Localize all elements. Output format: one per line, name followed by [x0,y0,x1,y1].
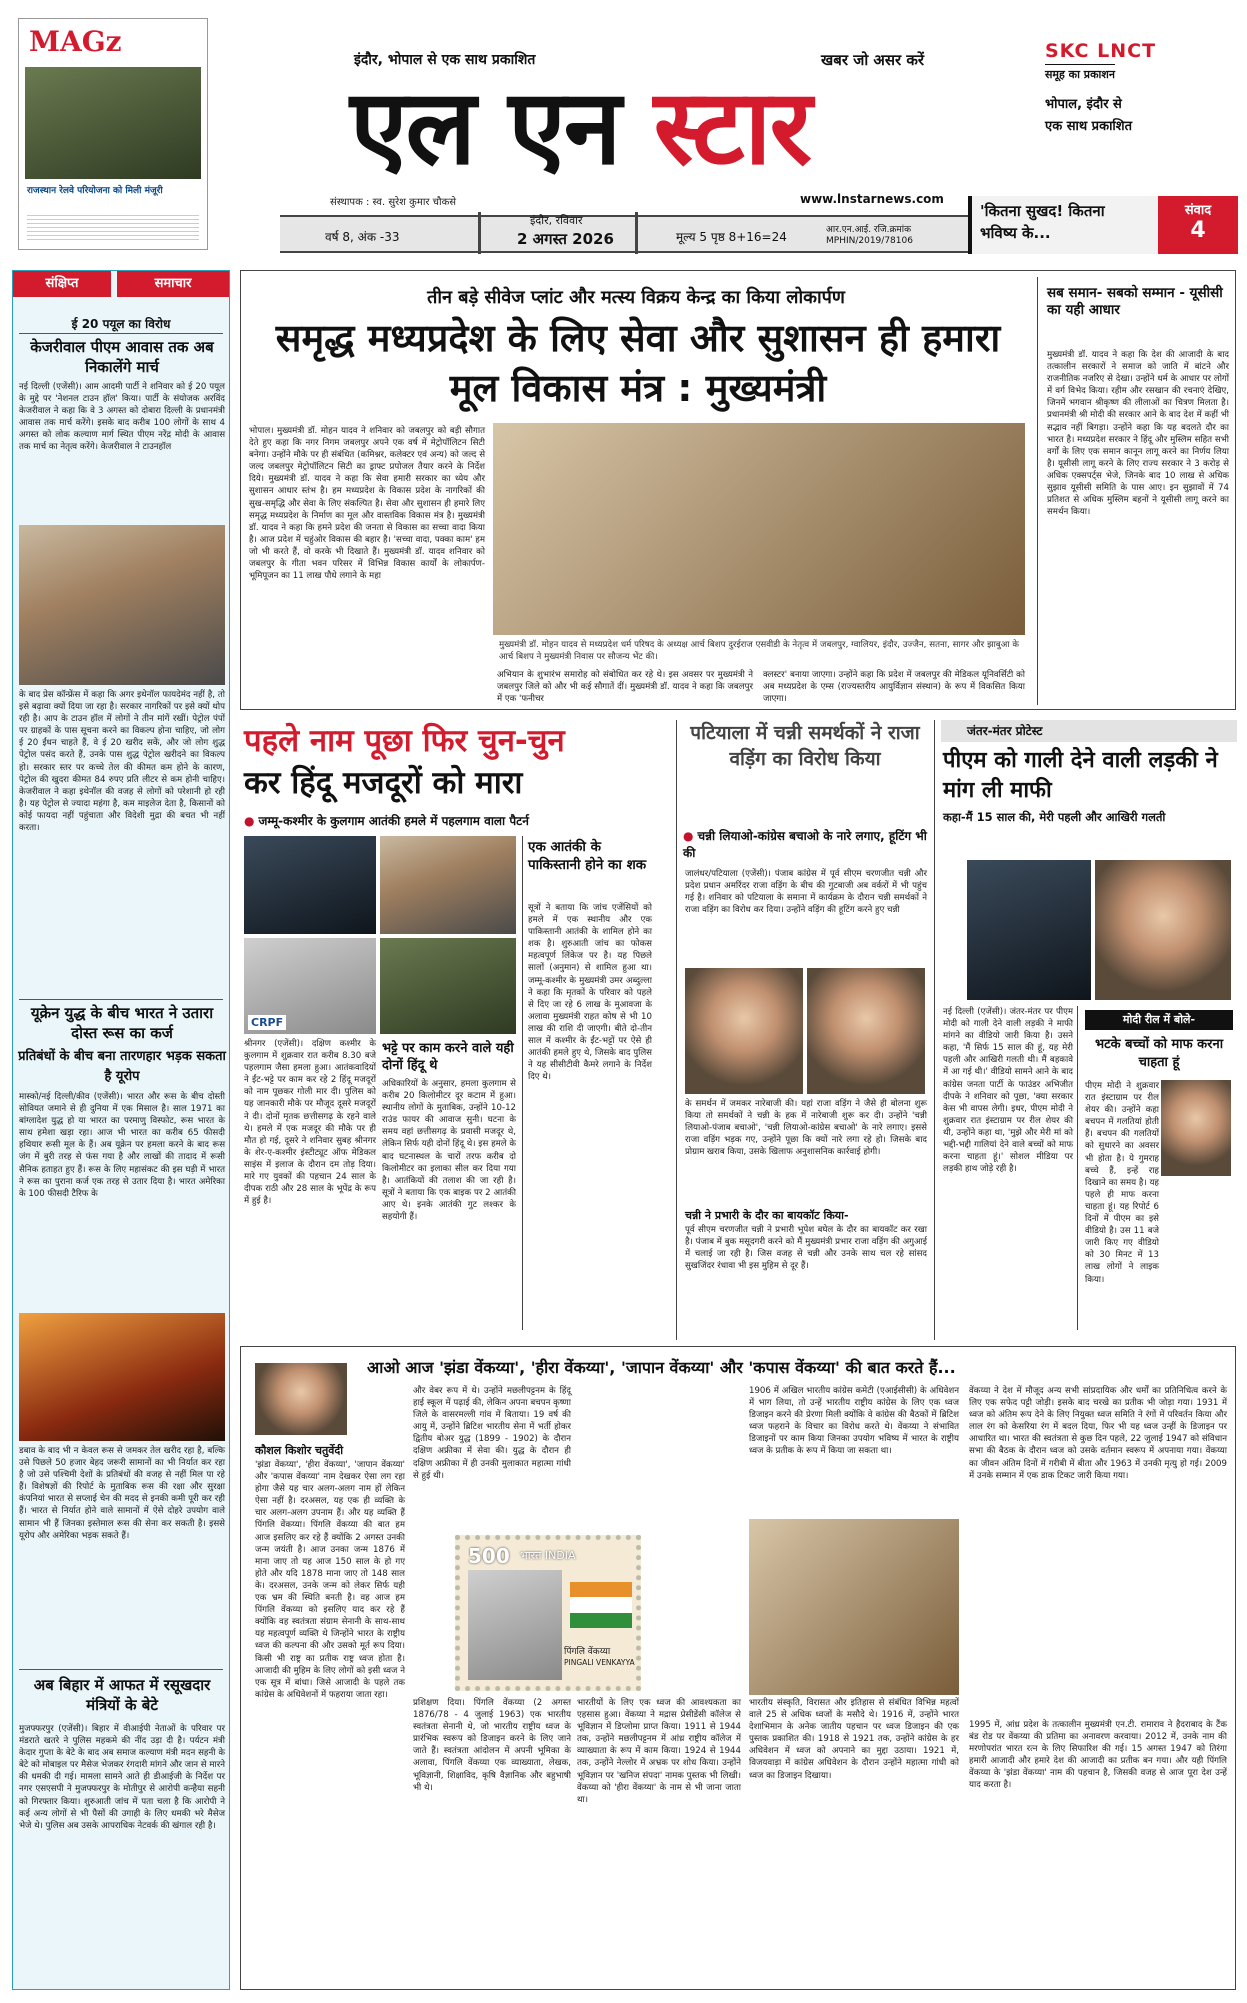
promo-label-box [1158,196,1238,254]
sidebar-story1-body2: के बाद प्रेस कॉन्फ्रेंस में कहा कि अगर इथेनॉल फायदेमंद नहीं है, तो इसे बढ़ावा क्यों दिया जा रहा है। सरकार नागरिकों पर इसे क्यों थोप रही है। आप के टाउन हॉल में लोगों ने तीन मांगें रखीं। पेट्रोल पंपों पर ग्राहकों के पास सूचना करने का विकल्प होना चाहिए, जो लोग ई 20 ईंधन चाहते हैं, वे ई 20 खरीद सकें, और जो लोग शुद्ध पेट्रोल पसंद करते हैं, उनके पास शुद्ध पेट्रोल खरीदने का विकल्प हो। सरकार स्तर पर कच्चे तेल की कीमत कम होने के कारण, पेट्रोल की खुदरा कीमत 84 रुपए प्रति लीटर से कम होनी चाहिए। केजरीवाल ने कहा इथेनॉल की वजह से लोगों को परेशानी हो रही है। यह पेट्रोल से ज्यादा महंगा है, कम माइलेज देता है, किसानों को कोई फायदा नहीं पहुंचाता और विदेशी मुद्रा की बचत भी नहीं करता। [19,690,225,834]
sidebar-story2-sub: प्रतिबंधों के बीच बना तारणहार भड़क सकता है यूरोप [18,1049,226,1084]
row2-story1 [240,720,670,1340]
sidebar-tab-1[interactable]: संक्षिप्त [13,271,111,297]
mag-cover-photo [25,67,201,179]
row2-story2-box-headline[interactable]: चन्नी ने प्रभारी के दौर का बायकॉट किया- [685,1209,849,1222]
lead-headline[interactable]: समृद्ध मध्यप्रदेश के लिए सेवा और सुशासन ही हमारा मूल विकास मंत्र : मुख्यमंत्री [275,316,1001,410]
row2-story1-box-body: सूत्रों ने बताया कि जांच एजेंसियों को हमले में एक स्थानीय और एक पाकिस्तानी आतंकी के शामिल होने का शक है। शुरुआती जांच का फोकस महत्वपूर्ण लिंकेज पर है। यह पिछले सालों (अनुमान) से शामिल हुआ था। जम्मू-कश्मीर के मुख्यमंत्री उमर अब्दुल्ला ने कहा कि मृतकों के परिवार को पहले से दिए जा रहे 6 लाख के मुआवजा के अलावा मुख्यमंत्री राहत कोष से भी 10 लाख की राशि दी जाएगी। बीते दो-तीन साल में कश्मीर के ईंट-भट्टों पर ऐसे ही आतंकी हमले हुए थे, जिसके बाद पुलिस ने यह सीसीटीवी कैमरे लगाने के निर्देश दिए थे। [528,903,652,1083]
brand-sub: समूह का प्रकाशन [1045,64,1115,82]
row2-story1-col-body: अधिकारियों के अनुसार, हमला कुलगाम से करीब 20 किलोमीटर दूर कटाम में हुआ। स्थानीय लोगों के मुताबिक, उन्होंने 10-12 राउंड फायर की आवाज सुनी। घटना के समय वहां छत्तीसगढ़ के प्रवासी मजदूर थे, लेकिन सिर्फ यही दोनों हिंदू थे। इस हमले के बाद घटनास्थल के चारों तरफ करीब दो किलोमीटर का इलाका सील कर दिया गया है। आतंकियों की तलाश की जा रही है। सूत्रों ने बताया कि एक बाइक पर 2 आतंकी आए थे। इनके आतंकी गुट लश्कर के सहयोगी हैं। [382,1079,516,1223]
row2-story1-photo-4 [380,938,516,1034]
mag-label: MAGz [29,25,122,58]
row2-story3-box-body: पीएम मोदी ने शुक्रवार रात इंस्टाग्राम पर रील शेयर की। उन्होंने कहा बचपन में गलतियां होती हैं। बचपन की गलतियों को सुधारने का अवसर भी होता है। ये गुमराह बच्चे हैं, इन्हें राह दिखाने का समय है। यह पहले ही माफ करना चाहता हूं। यह रिपोर्ट 6 दिनों में पीएम का इसे वीडियो है। उस 11 बजे जारी किए गए वीडियो को 30 मिनट में 13 लाख लोगों ने लाइक किया। [1085,1081,1159,1285]
newspaper-title [350,62,950,198]
title-black: एल एन [350,66,654,188]
sidebar-story1-photo [19,525,225,685]
row2-story1-photo-1 [244,836,376,934]
row2-story2-photo-1 [685,968,803,1094]
row2-story2-body2: के समर्थन में जमकर नारेबाजी की। यहां राजा वड़िंग ने जैसे ही बोलना शुरू किया तो समर्थकों ने चन्नी के हक में नारेबाजी शुरू कर दी। उन्होंने 'चन्नी लियाओ-पंजाब बचाओ', 'चन्नी लियाओ-कांग्रेस बचाओ' के नारे लगाए। इससे राजा वड़िंग भड़क गए, उन्होंने पूछा कि क्यों नारे लगा रहे हो। जिसके बाद प्रोग्राम खराब किया, उसके खिलाफ अनुशासनिक कार्रवाई होगी। [685,1099,927,1158]
masthead [0,0,1247,262]
feature-author-photo [255,1363,347,1435]
sidebar-story2-body: मास्को/नई दिल्ली/कीव (एजेंसी)। भारत और रूस के बीच दोस्ती सोवियत जमाने से ही दुनिया में एक मिसाल है। साल 1971 का बांग्लादेश युद्ध हो या भारत का परमाणु विस्फोट, रूस भारत के साथ हमेशा खड़ा रहा। आज भी भारत का करीब 65 फीसदी हथियार रूसी मूल के हैं। अब यूक्रेन पर हमला करने के बाद रूस जंग में बुरी तरह से फंस गया है और लाखों की तादाद में रूसी सैनिक हताहत हुए हैं। रूस के लिए महासंकट की इस घड़ी में भारत ने रूस का पुराना कर्ज एक तरह से उतार दिया है। भारत अमेरिका के 100 फीसदी टैरिफ के [19,1092,225,1199]
row2-story2-body: जालंधर/पटियाला (एजेंसी)। पंजाब कांग्रेस में पूर्व सीएम चरणजीत चन्नी और प्रदेश प्रधान अमरिंदर राजा वड़िंग के बीच की गुटबाजी अब वर्करों में भी पहुंच गई है। शनिवार को पटियाला के समाना में कार्यक्रम के दौरान चन्नी समर्थकों ने राजा वड़िंग का विरोध कर दिया। उन्होंने वड़िंग की हूटिंग करने हुए चन्नी [685,869,927,916]
sidebar-story3-body: मुजफ्फरपुर (एजेंसी)। बिहार में वीआईपी नेताओं के परिवार पर मंडराते खतरे ने पुलिस महकमे की नींद उड़ा दी है। पर्यटन मंत्री केदार गुप्ता के बेटे के बाद अब समाज कल्याण मंत्री मदन सहनी के बेटे को मोबाइल पर मैसेज भेजकर रंगदारी मांगने और जान से मारने की धमकी दी गई। मामला सामने आते ही डीआईजी के निर्देश पर नगर एसएसपी ने मुजफ्फरपुर के मोतीपुर से आरोपी कन्हैया सहनी को गिरफ्तार किया। शुरुआती जांच में पता चला है कि आरोपी ने कई अन्य लोगों से भी पैसों की उगाही के लिए धमकी भरे मैसेज भेजे थे। पुलिस अब उसके आपराधिक नेटवर्क की खंगाल रही है। [19,1724,225,1831]
stamp-value: 500 [468,1544,510,1568]
lead-side-headline[interactable]: सब समान- सबको सम्मान - यूसीसी का यही आधार [1047,285,1223,318]
feature-statue-photo [749,1519,959,1695]
sidebar [12,270,230,1990]
feature-col4: 1906 में अखिल भारतीय कांग्रेस कमेटी (एआईसीसी) के अधिवेशन में भाग लिया, तो उन्हें भारतीय राष्ट्रीय कांग्रेस के लिए एक ध्वज डिजाइन करने की प्रेरणा मिली क्योंकि वे कांग्रेस की बैठकों में ब्रिटिश ध्वज फहराने के विचार का विरोध करते थे। वेंकय्या ने संभावित डिजाइनों पर काम किया जिनका उपयोग भविष्य में भारत के राष्ट्रीय ध्वज के प्रतीक के रूप में किया जा सकता था। [749,1386,959,1457]
feature-col2: प्रशिक्षण दिया। पिंगलि वेंकय्या (2 अगस्त 1876/78 - 4 जुलाई 1963) एक भारतीय स्वतंत्रता सेनानी थे, जो भारतीय राष्ट्रीय ध्वज के प्रारंभिक स्वरूप को डिजाइन करने के लिए जाने जाते हैं। स्वतंत्रता आंदोलन में अपनी भूमिका के अलावा, पिंगलि वेंकय्या एक व्याख्याता, लेखक, भूविज्ञानी, शिक्षाविद, कृषि वैज्ञानिक और बहुभाषी भी थे। [413,1698,571,1793]
row2-story1-headline-black[interactable]: कर हिंदू मजदूरों को मारा [244,765,523,801]
row2-story1-box-headline[interactable]: एक आतंकी के पाकिस्तानी होने का शक [528,839,647,873]
lead-photo [493,423,1025,635]
row2-story3-headline[interactable]: पीएम को गाली देने वाली लड़की ने मांग ली माफी [943,748,1218,803]
sidebar-story1-body: नई दिल्ली (एजेंसी)। आम आदमी पार्टी ने शनिवार को ई 20 पयूल के मुद्दे पर 'नेशनल टाउन हॉल' किया। पार्टी के संयोजक अरविंद केजरीवाल ने कहा कि वे 3 अगस्त को दोबारा दिल्ली के प्रधानमंत्री आवास तक मार्च करेंगे। इसके बाद करीब 100 लोगों के साथ 4 अगस्त को लोक कल्याण मार्ग स्थित पीएम नरेंद्र मोदी के आवास तक मार्च का नेतृत्व करेंगे। केजरीवाल ने टाउनहॉल [19,382,225,453]
sidebar-story1-kicker: ई 20 पयूल का विरोध [71,317,171,331]
row2-story3-photo-2 [1095,860,1231,1000]
promo-text: 'कितना सुखद! कितना भविष्य के... [980,202,1105,242]
row2-story3-sub: कहा-मैं 15 साल की, मेरी पहली और आखिरी गलती [943,810,1166,824]
stamp-name-en: PINGALI VENKAYYA [564,1658,635,1667]
place-day: इंदौर, रविवार [530,214,583,227]
lead-body3: क्लस्टर' बनाया जाएगा। उन्होंने कहा कि प्रदेश में जबलपुर की मेडिकल यूनिवर्सिटी को अब मध्यप्रदेश के एम्स (राज्यस्तरीय आयुर्विज्ञान संस्थान) के रूप में विकसित किया जाएगा। [763,670,1025,705]
feature-col1: 'झंडा वेंकय्या', 'हीरा वेंकय्या', 'जापान वेंकय्या' और 'कपास वेंकय्या' नाम देखकर ऐसा लग रहा होगा जैसे यह चार अलग-अलग नाम हों लेकिन ऐसा नहीं है। दरअसल, यह एक ही व्यक्ति के चार अलग-अलग उपनाम हैं। और यह व्यक्ति हैं पिंगलि वेंकय्या। पिंगलि वेंकय्या की बात हम आज इसलिए कर रहे हैं क्योंकि 2 अगस्त उनकी जन्म जयंती है। आज उनका जन्म 1876 में माना जाए तो यह आज 150 साल के हो गए होते और यदि 1878 माना जाए तो 148 साल के। दरअसल, उनके जन्म को लेकर सिर्फ यही एक भ्रम की स्थिति बनती है। वह आज हम पिंगलि वेंकय्या को इसलिए याद कर रहे हैं क्योंकि वह स्वतंत्रता संग्राम सेनानी के साथ-साथ यह महत्वपूर्ण व्यक्ति थे जिन्होंने भारत के राष्ट्रीय ध्वज की कल्पना की और उसको मूर्त रूप दिया। किसी भी राष्ट्र का प्रतीक राष्ट्र ध्वज होता है। आजादी की मुहिम के लिए लोगों को इसी ध्वज ने एक सूत्र में बांधा। जिसे आजादी के पहले तक कांग्रेस के अधिवेशनों में फहराया जाता रहा। [255,1460,405,1700]
lead-kicker: तीन बड़े सीवेज प्लांट और मत्स्य विक्रय केन्द्र का किया लोकार्पण [427,287,845,308]
row2-story1-body: श्रीनगर (एजेंसी)। दक्षिण कश्मीर के कुलगाम में शुक्रवार रात करीब 8.30 बजे पहलगाम जैसा हमला हुआ। आतंकवादियों ने ईंट-भट्टे पर काम कर रहे 2 हिंदू मजदूरों को नाम पूछकर गोली मार दी। पुलिस को यह जानकारी मौके पर मौजूद दूसरे मजदूरों ने दी। दोनों मृतक छत्तीसगढ़ के रहने वाले थे। हमले में एक मजदूर की मौके पर ही मौत हो गई, दूसरे ने शनिवार सुबह श्रीनगर के शेर-ए-कश्मीर इंस्टीट्यूट ऑफ मेडिकल साइंस में इलाज के दौरान दम तोड़ दिया। मारे गए युवकों की पहचान 24 साल के दीपक राठी और 28 साल के भूपेंद्र के रूप में हुई है। [244,1039,376,1207]
row2-story3-box-label: मोदी रील में बोले- [1085,1010,1233,1030]
sidebar-tab-2[interactable]: समाचार [117,271,229,297]
row2-story2 [676,720,928,1340]
reg: आर.एन.आई. रजि.क्रमांक [826,225,911,235]
website-link[interactable]: www.lnstarnews.com [800,192,944,206]
feature-col3b: भारतीयों के लिए एक ध्वज की आवश्यकता का एहसास हुआ। वेंकय्या ने मद्रास प्रेसीडेंसी कॉलेज से भूविज्ञान में डिप्लोमा प्राप्त किया। 1911 से 1944 तक, उन्होंने मछलीपट्टनम में आंध्र राष्ट्रीय कॉलेज में व्याख्याता के रूप में काम किया। 1924 से 1944 तक, उन्होंने नेल्लोर में अभ्रक पर शोध किया। उन्होंने भूविज्ञान पर 'खनिज संपदा' नामक पुस्तक भी लिखी। वेंकय्या को 'हीरा वेंकय्या' के नाम से भी जाना जाता था। [577,1698,741,1805]
feature-col5: वेंकय्या ने देश में मौजूद अन्य सभी सांप्रदायिक और धर्मों का प्रतिनिधित्व करने के लिए एक सफेद पट्टी जोड़ी। इसके बाद चरखे का प्रतीक भी जोड़ा गया। 1931 में ध्वज को अंतिम रूप देने के लिए नियुक्त ध्वज समिति ने रंगों में परिवर्तन किया और लाल रंग को केसरिया रंग में बदल दिया, फिर भी यह ध्वज उन्हीं के डिजाइन पर आधारित था। भारत की स्वतंत्रता से कुछ दिन पहले, 22 जुलाई 1947 को संविधान सभा की बैठक के दौरान ध्वज को उसके वर्तमान स्वरूप में अपनाया गया। वेंकय्या का जीवन अंतिम दिनों में गरीबी में बीता और 1963 में उनकी मृत्यु हो गई। 2009 में उनके सम्मान में एक डाक टिकट जारी किया गया। [969,1386,1227,1481]
issue-date: 2 अगस्त 2026 [517,230,614,248]
row2-story3-body: नई दिल्ली (एजेंसी)। जंतर-मंतर पर पीएम मोदी को गाली देने वाली लड़की ने माफी मांगने का वीडियो जारी किया है। उसने कहा, 'मैं सिर्फ 15 साल की हूं, यह मेरी पहली और आखिरी गलती थी। मैं बहकावे में आ गई थी।' वीडियो सामने आने के बाद कांग्रेस जनता पार्टी के फाउंडर अभिजीत दीपके ने शनिवार को पूछा, 'क्या सरकार केस भी वापस लेगी। इधर, पीएम मोदी ने शुक्रवार रात इंस्टाग्राम पर रील शेयर की थी, उन्होंने कहा था, 'मुझे और मेरी मां को भद्दी-भद्दी गालियां देने वाले बच्चों को माफ करना चाहता हूं।' सोशल मीडिया पर लड़की हाथ जोड़े रही है। [943,1007,1073,1175]
crpf-tag: CRPF [248,1015,286,1030]
feature-author: कौशल किशोर चतुर्वेदी [255,1444,344,1457]
row2-story1-headline-red[interactable]: पहले नाम पूछा फिर चुन-चुन [244,723,565,759]
tagline-top: इंदौर, भोपाल से एक साथ प्रकाशित [354,52,536,68]
lead-photo-caption: मुख्यमंत्री डॉ. मोहन यादव से मध्यप्रदेश धर्म परिषद के अध्यक्ष आर्च बिशप दुरईराज एसवीडी के नेतृत्व में जबलपुर, ग्वालियर, इंदौर, उज्जैन, सतना, सागर और झाबुआ के आर्च बिशप ने मुख्यमंत्री निवास पर सौजन्य भेंट की। [499,640,1019,663]
title-red: स्टार [653,66,811,188]
row2-story2-box-body: पूर्व सीएम चरणजीत चन्नी ने प्रभारी भूपेश बघेल के दौर का बायकॉट कर रखा है। पंजाब में बुक मसूदगरी करने को मैं मुख्यमंत्री प्रभार राजा वड़िंग की अगुआई में चलाई जा रही है। जिस वजह से चन्नी और उनके साथ चल रहे सांसद सुखजिंदर रंधावा भी इस मुहिम से दूर हैं। [685,1225,927,1272]
sidebar-story3-headline[interactable]: अब बिहार में आफत में रसूखदार मंत्रियों के बेटे [33,1676,211,1714]
stamp-portrait [468,1570,562,1680]
sidebar-story1-headline[interactable]: केजरीवाल पीएम आवास तक अब निकालेंगे मार्च [30,338,214,376]
price: मूल्य 5 पृष्ठ 8+16=24 [676,230,787,244]
row2-story3-photo-1 [967,860,1091,1000]
feature-stamp [455,1535,641,1691]
row2-story1-photo-3 [244,938,376,1034]
stamp-flag [570,1582,632,1628]
promo-label: संवाद [1184,203,1212,218]
mag-thumbnail[interactable] [18,18,208,250]
stamp-name: पिंगलि वेंकय्या [564,1647,611,1657]
brand: SKC LNCT [1045,40,1157,62]
row2-story3-photo-3 [1161,1080,1231,1176]
reg-no: MPHIN/2019/78106 [826,236,913,246]
volume: वर्ष 8, अंक -33 [325,230,400,244]
brand-place: भोपाल, इंदौर से [1045,97,1122,112]
feature-story [240,1346,1236,1990]
row2-story1-sub: ● जम्मू-कश्मीर के कुलगाम आतंकी हमले में पहलगाम वाला पैटर्न [244,812,670,829]
sidebar-story2-photo [19,1313,225,1441]
lead-body: भोपाल। मुख्यमंत्री डॉ. मोहन यादव ने शनिवार को जबलपुर को बड़ी सौगात देते हुए कहा कि नगर निगम जबलपुर अपने एक वर्ष में मेट्रोपॉलिटन सिटी बनेगा। उन्होंने मौके पर ही संबंधित (कमिश्नर, कलेक्टर एवं अन्य) को जल्द से जल्द जबलपुर मेट्रोपॉलिटन सिटी का ड्राफ्ट प्रपोजल तैयार करने के निर्देश दिये। मुख्यमंत्री डॉ. यादव ने कहा कि सेवा हमारी सरकार का ध्येय और सुशासन आधार स्तंभ है। हम मध्यप्रदेश के विकास प्रदेश के नागरिकों की सुख-समृद्धि और सेवा के लिए संकल्पित है। सेवा और सुशासन ही हमारे लिए समृद्ध मध्यप्रदेश के निर्माण का मूल और वास्तविक विकास मंत्र है। मुख्यमंत्री डॉ. यादव ने कहा कि हमने प्रदेश की जनता से विकास का सच्चा वादा किया है। आज प्रदेश में चहुंओर विकास की बहार है। 'सच्चा वादा, पक्का काम' हम जो भी करते हैं, वो करके भी दिखाते हैं। मुख्यमंत्री डॉ. यादव शनिवार को जबलपुर के गीता भवन परिसर में विभिन्न विकास कार्यों के लोकार्पण-भूमिपूजन का 11 लाख पौधे लगाने के महा [249,426,485,582]
sidebar-story2-body2: डबाव के बाद भी न केवल रूस से जमकर तेल खरीद रहा है, बल्कि उसे पिछले 50 हजार बेहद जरूरी सामानों का भी निर्यात कर रहा है जो उसे पश्चिमी देशों के प्रतिबंधों की वजह से नहीं मिल पा रहे हैं। विशेषज्ञों की रिपोर्ट के मुताबिक रूस की रक्षा और सुरक्षा कंपनियां भारत से सप्लाई चेन की मदद से इनकी कमी पूरी कर रही हैं। भारत से निर्यात होने वाले सामानों में ऐसे दोहरे उपयोग वाले सामान भी हैं जिनका इस्तेमाल रूस की सेना कर सकती है। इससे यूरोप और अमेरिका भड़क सकते हैं। [19,1446,225,1541]
mag-thumb-caption: राजस्थान रेलवे परियोजना को मिली मंजूरी [27,186,163,196]
row2-story2-headline[interactable]: पटियाला में चन्नी समर्थकों ने राजा वड़िंग का विरोध किया [690,722,920,770]
feature-headline[interactable]: आओ आज 'झंडा वेंकय्या', 'हीरा वेंकय्या', 'जापान वेंकय्या' और 'कपास वेंकय्या' की बात करते हैं... [367,1358,956,1377]
lead-side-body: मुख्यमंत्री डॉ. यादव ने कहा कि देश की आजादी के बाद तत्कालीन सरकारों ने समाज को जाति में बांटने और राजनीतिक नजरिए से देखा। उन्होंने धर्म के आधार पर लोगों में वर्ग विभेद किया। रहीम और रसखान की रचनाएं देखिए, जिनमें भगवान श्रीकृष्ण की लीलाओं का चित्रण मिलता है। प्रधानमंत्री श्री मोदी की सरकार आने के बाद देश में कहीं भी सद्भाव नहीं बिगड़ा। उन्होंने कहा कि यह बदलते दौर का भारत है। मध्यप्रदेश सरकार ने हिंदू और मुस्लिम सहित सभी वर्गों के लिए एक समान कानून लागू करने का निर्णय लिया है। यूसीसी लागू करने के लिए राज्य सरकार ने 3 करोड़ से अधिक एक्सपर्ट्स भेजे, जिनके बाद 10 लाख से अधिक सुझाव यूसीसी समिति के पास आए। इन सुझावों में 74 प्रतिशत से अधिक मुस्लिम बहनों ने यूसीसी लागू करने का समर्थन किया। [1047,350,1229,518]
brand-place2: एक साथ प्रकाशित [1045,119,1133,134]
feature-col3: और वेबर रूप में थे। उन्होंने मछलीपट्टनम के हिंदू हाई स्कूल में पढ़ाई की, लेकिन अपना बचपन कृष्णा जिले के वासरमल्ली गांव में बिताया। 19 वर्ष की आयु में, उन्होंने ब्रिटिश भारतीय सेना में भर्ती होकर द्वितीय बोअर युद्ध (1899 - 1902) के दौरान दक्षिण अफ्रीका में सेवा की। युद्ध के दौरान ही दक्षिण अफ्रीका में ही उनकी मुलाकात महात्मा गांधी से हुई थी। [413,1386,571,1481]
row2-story2-sub: ● चन्नी लियाओ-कांग्रेस बचाओ के नारे लगाए, हूटिंग भी की [683,828,927,862]
promo-teaser[interactable] [968,196,1238,254]
sidebar-story2-headline[interactable]: यूक्रेन युद्ध के बीच भारत ने उतारा दोस्त रूस का कर्ज [30,1004,214,1042]
row2-story3-box-headline[interactable]: भटके बच्चों को माफ करना चाहता हूं [1094,1037,1224,1070]
row2-story1-photo-2 [380,836,516,934]
row2-story1-col-headline[interactable]: भट्टे पर काम करने वाले यही दोनों हिंदू थे [382,1041,514,1073]
feature-col5b: 1995 में, आंध्र प्रदेश के तत्कालीन मुख्यमंत्री एन.टी. रामाराव ने हैदराबाद के टैंक बंड रोड पर वेंकय्या की प्रतिमा का अनावरण करवाया। 2012 में, उनके नाम की मरणोपरांत भारत रत्न के लिए सिफारिश की गई। 15 अगस्त 1947 को तिरंगा हमारी आजादी और हमारे देश की आजादी का प्रतीक बन गया। और यही पिंगलि वेंकय्या के 'झंडा वेंकय्या' नाम की पहचान है, जिसकी वजह से आज पूरा देश उन्हें याद करता है। [969,1720,1227,1791]
row2-story3-kicker: जंतर-मंतर प्रोटेस्ट [941,720,1237,742]
founder-line: संस्थापक : स्व. सुरेश कुमार चौकसे [330,197,457,208]
slogan: खबर जो असर करें [821,51,925,69]
feature-col4b: भारतीय संस्कृति, विरासत और इतिहास से संबंधित विभिन्न महत्वों वाले 25 से अधिक ध्वजों के मसौदे थे। 1916 में, उन्होंने भारत देशाभिमान के अनेक जातीय पहचान पर ध्वज डिजाइन की एक पुस्तक प्रकाशित की। 1918 से 1921 तक, उन्होंने कांग्रेस के हर अधिवेशन में ध्वज को अपनाने का मुद्दा उठाया। 1921 में, विजयवाड़ा में कांग्रेस अधिवेशन के दौरान उन्होंने महात्मा गांधी को ध्वज का डिजाइन दिखाया। [749,1698,959,1781]
row2-story2-photo-2 [807,968,925,1094]
row2-story3 [934,720,1236,1340]
lead-story [240,270,1236,710]
lead-body2: अभियान के शुभारंभ समारोह को संबोधित कर रहे थे। इस अवसर पर मुख्यमंत्री ने जबलपुर जिले को और भी कई सौगातें दीं। मुख्यमंत्री डॉ. यादव ने कहा कि जबलपुर में एक 'फनीचर [497,670,753,705]
promo-num: 4 [1190,218,1206,243]
stamp-country: भारत INDIA [520,1549,576,1562]
